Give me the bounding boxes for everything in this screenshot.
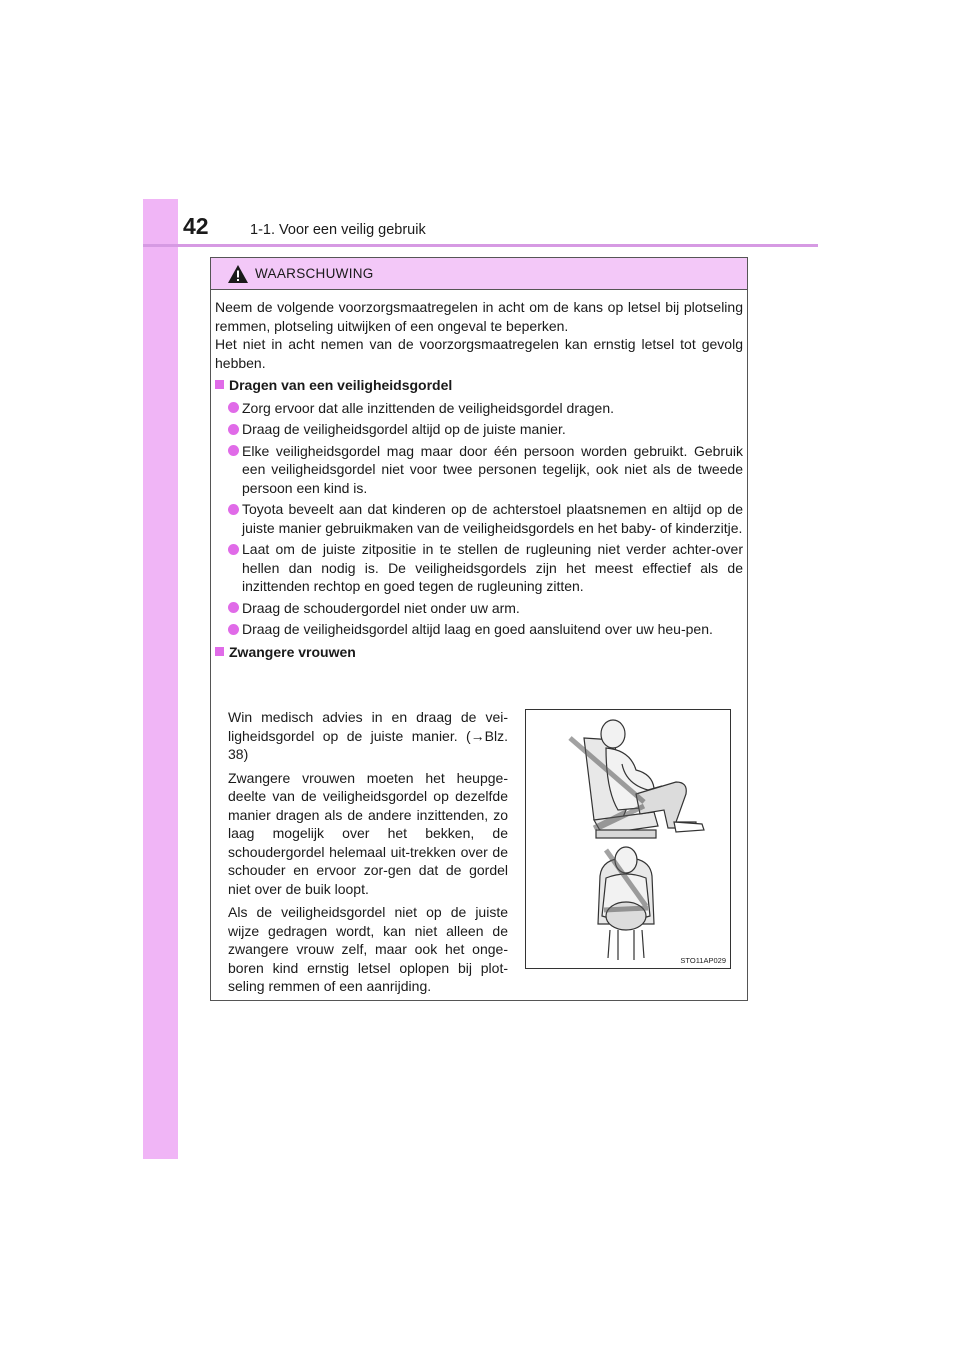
seatbelt-bullet-list bbox=[215, 399, 743, 639]
section-title: 1-1. Voor een veilig gebruik bbox=[250, 222, 426, 238]
section-heading-seatbelt bbox=[215, 376, 743, 395]
list-item bbox=[215, 599, 743, 618]
heading-text: Dragen van een veiligheidsgordel bbox=[229, 377, 453, 393]
list-item bbox=[215, 540, 743, 596]
list-item bbox=[215, 500, 743, 537]
seatbelt-illustration-svg bbox=[526, 710, 730, 968]
header-divider bbox=[143, 244, 818, 247]
paragraph: Win medisch advies in en draag de vei-ligheidsgordel op de juiste manier. (→Blz. 38) bbox=[228, 709, 508, 762]
list-item bbox=[215, 399, 743, 418]
intro-paragraph: Het niet in acht nemen van de voorzorgsmaatregelen kan ernstig letsel tot gevolg hebben. bbox=[215, 336, 743, 371]
side-tab-band bbox=[143, 199, 178, 1159]
list-item-text: Draag de veiligheidsgordel altijd op de juiste manier. bbox=[242, 421, 566, 437]
square-marker-icon bbox=[215, 647, 224, 656]
figure-code: STO11AP029 bbox=[680, 956, 726, 965]
circle-bullet-icon bbox=[228, 504, 239, 515]
list-item-text: Draag de schoudergordel niet onder uw arm. bbox=[242, 599, 520, 616]
warning-intro bbox=[215, 298, 743, 372]
list-item bbox=[215, 620, 743, 639]
list-item-text: Elke veiligheidsgordel mag maar door één persoon worden gebruikt. Gebruik een veiligheidsgordel niet voor twee personen tegelijk, ook niet als de tweede persoon een kind is. bbox=[242, 442, 743, 496]
list-item-text: Laat om de juiste zitpositie in te stellen de rugleuning niet verder achter-over hellen dan nodig is. De veiligheidsgordels zijn het meest effectief als de inzittenden rechtop en goed tegen de rugleuning zitten. bbox=[242, 541, 743, 594]
pregnant-seatbelt-illustration bbox=[525, 709, 731, 969]
warning-title: WAARSCHUWING bbox=[255, 266, 374, 281]
section-heading-pregnant bbox=[215, 643, 743, 662]
warning-header bbox=[211, 258, 747, 290]
list-item bbox=[215, 442, 743, 498]
page-number: 42 bbox=[183, 213, 209, 239]
warning-box bbox=[210, 257, 748, 1001]
circle-bullet-icon bbox=[228, 624, 239, 635]
circle-bullet-icon bbox=[228, 602, 239, 613]
list-item-text: Draag de veiligheidsgordel altijd laag en goed aansluitend over uw heu-pen. bbox=[242, 621, 713, 637]
circle-bullet-icon bbox=[228, 424, 239, 435]
circle-bullet-icon bbox=[228, 544, 239, 555]
warning-content bbox=[215, 298, 743, 665]
list-item bbox=[215, 420, 743, 439]
list-item-text: Toyota beveelt aan dat kinderen op de achterstoel plaatsnemen en altijd op de juiste manier gebruikmaken van de veiligheidsgordels en het baby- of kinderzitje. bbox=[242, 501, 743, 536]
square-marker-icon bbox=[215, 380, 224, 389]
list-item-text: Zorg ervoor dat alle inzittenden de veiligheidsgordel dragen. bbox=[242, 399, 615, 416]
intro-paragraph: Neem de volgende voorzorgsmaatregelen in acht om de kans op letsel bij plotseling remmen, plotseling uitwijken of een ongeval te beperken. bbox=[215, 299, 743, 334]
pregnant-women-text bbox=[228, 708, 508, 1001]
paragraph: Zwangere vrouwen moeten het heupge-deelte van de veiligheidsgordel op dezelfde manier dragen als de andere inzittenden, zo laag mogelijk over het bekken, de schoudergordel helemaal uit-trekken over de schouder en ervoor zor-gen dat de gordel niet over de buik loopt. bbox=[228, 769, 508, 897]
heading-text: Zwangere vrouwen bbox=[229, 643, 356, 660]
circle-bullet-icon bbox=[228, 445, 239, 456]
circle-bullet-icon bbox=[228, 402, 239, 413]
paragraph: Als de veiligheidsgordel niet op de juiste wijze gedragen wordt, kan niet alleen de zwangere vrouw zelf, maar ook het onge-boren kind ernstig letsel oplopen bij plot-seling remmen of een aanrijding. bbox=[228, 904, 508, 994]
warning-triangle-icon bbox=[227, 264, 249, 284]
